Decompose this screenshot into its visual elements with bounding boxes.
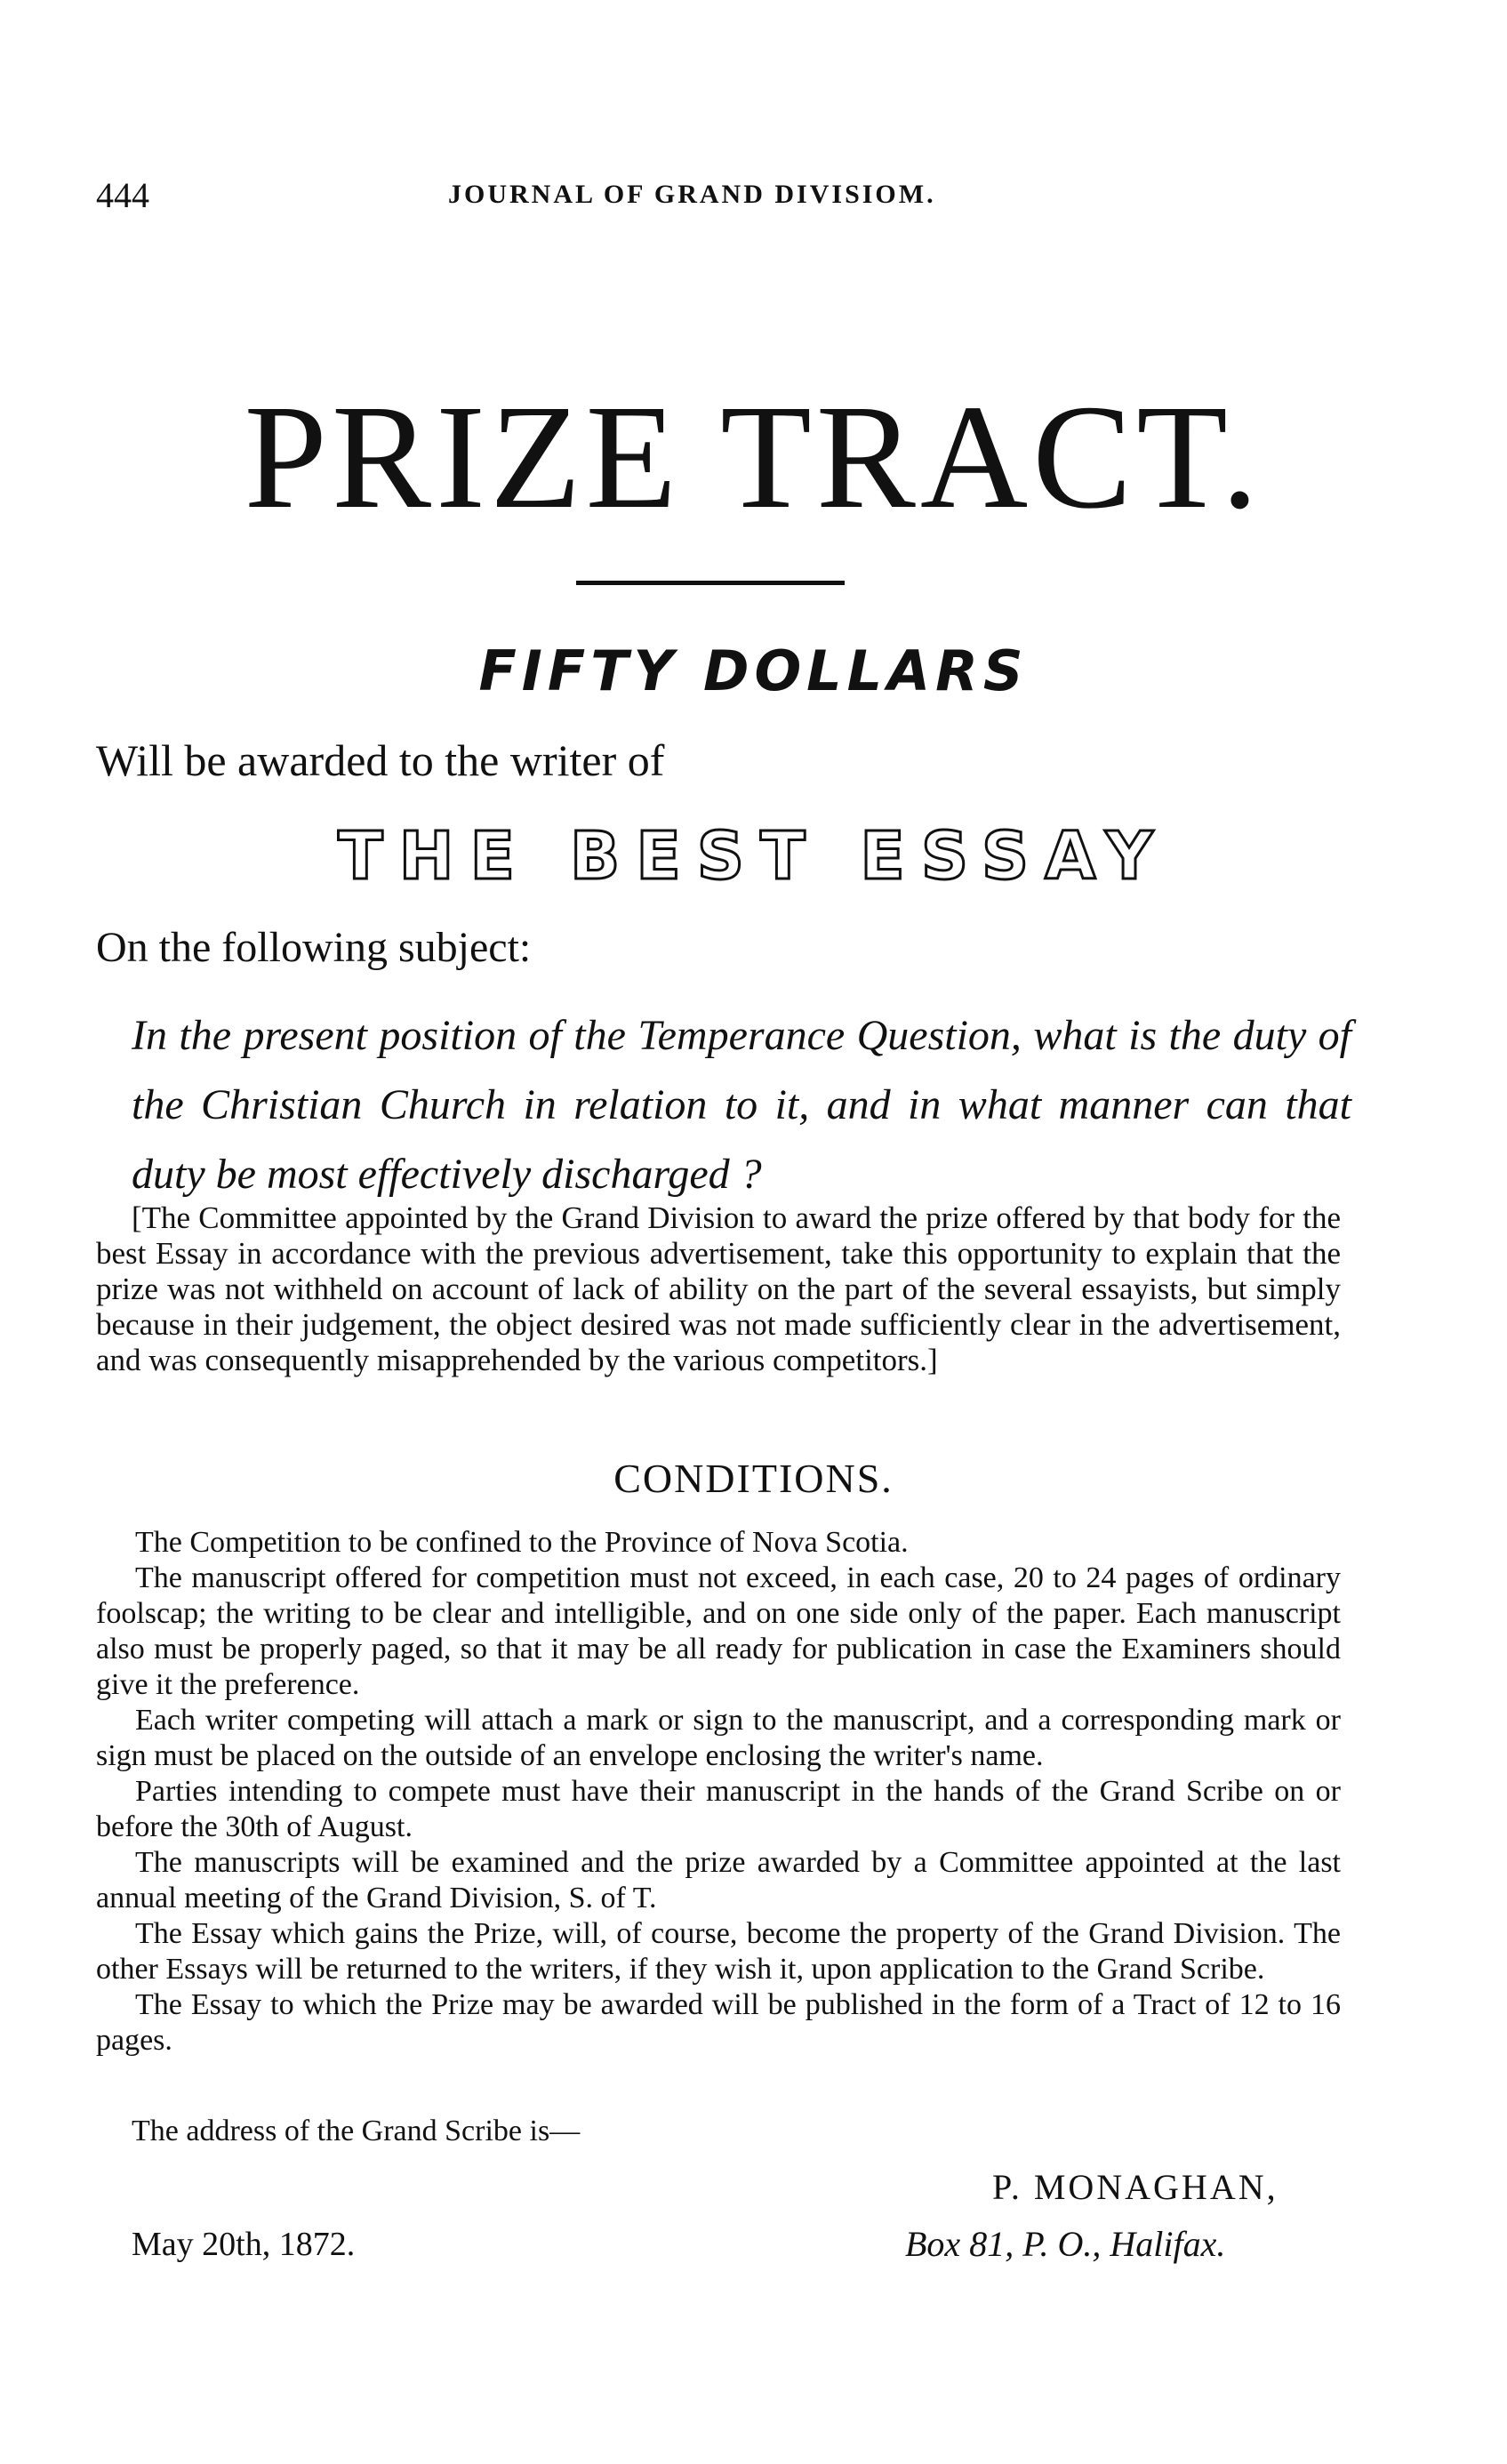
condition-item: Parties intending to compete must have their manuscript in the hands of the Grand Scribe on or before the 30th of August. <box>96 1775 1341 1843</box>
condition-item: The manuscript offered for competition must not exceed, in each case, 20 to 24 pages of ordinary foolscap; the writing to be clear and intelligible, and on one side only of the paper. Each manuscript also must be properly paged, so that it may be all ready for publication in case the Examiners should give it the preference. <box>96 1561 1341 1701</box>
committee-note: [The Committee appointed by the Grand Division to award the prize offered by that body for the best Essay in accordance with the previous advertisement, take this opportunity to explain that the prize was not withheld on account of lack of ability on the part of the several essayists, but simply because in their judgement, the object desired was not made sufficiently clear in the advertisement, and was consequently misapprehended by the various competitors.] <box>96 1200 1341 1377</box>
condition-item: Each writer competing will attach a mark or sign to the manuscript, and a corresponding mark or sign must be placed on the outside of an envelope enclosing the writer's name. <box>96 1704 1341 1772</box>
conditions-heading: CONDITIONS. <box>613 1456 894 1501</box>
running-title: JOURNAL OF GRAND DIVISIOM. <box>448 180 936 209</box>
condition-item: The Competition to be confined to the Province of Nova Scotia. <box>135 1526 909 1559</box>
essay-question: In the present position of the Temperance Question, what is the duty of the Christian Church in relation to it, and in what manner can that duty be most effectively discharged ? <box>132 1012 1351 1198</box>
postal-address: Box 81, P. O., Halifax. <box>905 2224 1226 2264</box>
condition-item: The Essay to which the Prize may be awarded will be published in the form of a Tract of 12 to 16 pages. <box>96 1988 1341 2057</box>
condition-item: The manuscripts will be examined and the prize awarded by a Committee appointed at the last annual meeting of the Grand Division, S. of T. <box>96 1846 1341 1914</box>
condition-item: The Essay which gains the Prize, will, of course, become the property of the Grand Division. The other Essays will be returned to the writers, if they wish it, upon application to the Grand Scribe. <box>96 1917 1341 1986</box>
signer-name: P. MONAGHAN, <box>992 2167 1279 2207</box>
subject-lead: On the following subject: <box>96 924 532 971</box>
best-essay-heading: THE BEST ESSAY <box>338 818 1169 895</box>
conditions-list <box>96 1525 1341 2059</box>
prize-amount: FIFTY DOLLARS <box>478 638 1029 703</box>
title-rule <box>576 581 845 585</box>
notice-date: May 20th, 1872. <box>132 2226 356 2263</box>
intro-line: Will be awarded to the writer of <box>96 735 665 785</box>
address-line: The address of the Grand Scribe is— <box>132 2115 581 2147</box>
page-title: PRIZE TRACT. <box>244 374 1263 540</box>
page-number: 444 <box>96 175 149 215</box>
